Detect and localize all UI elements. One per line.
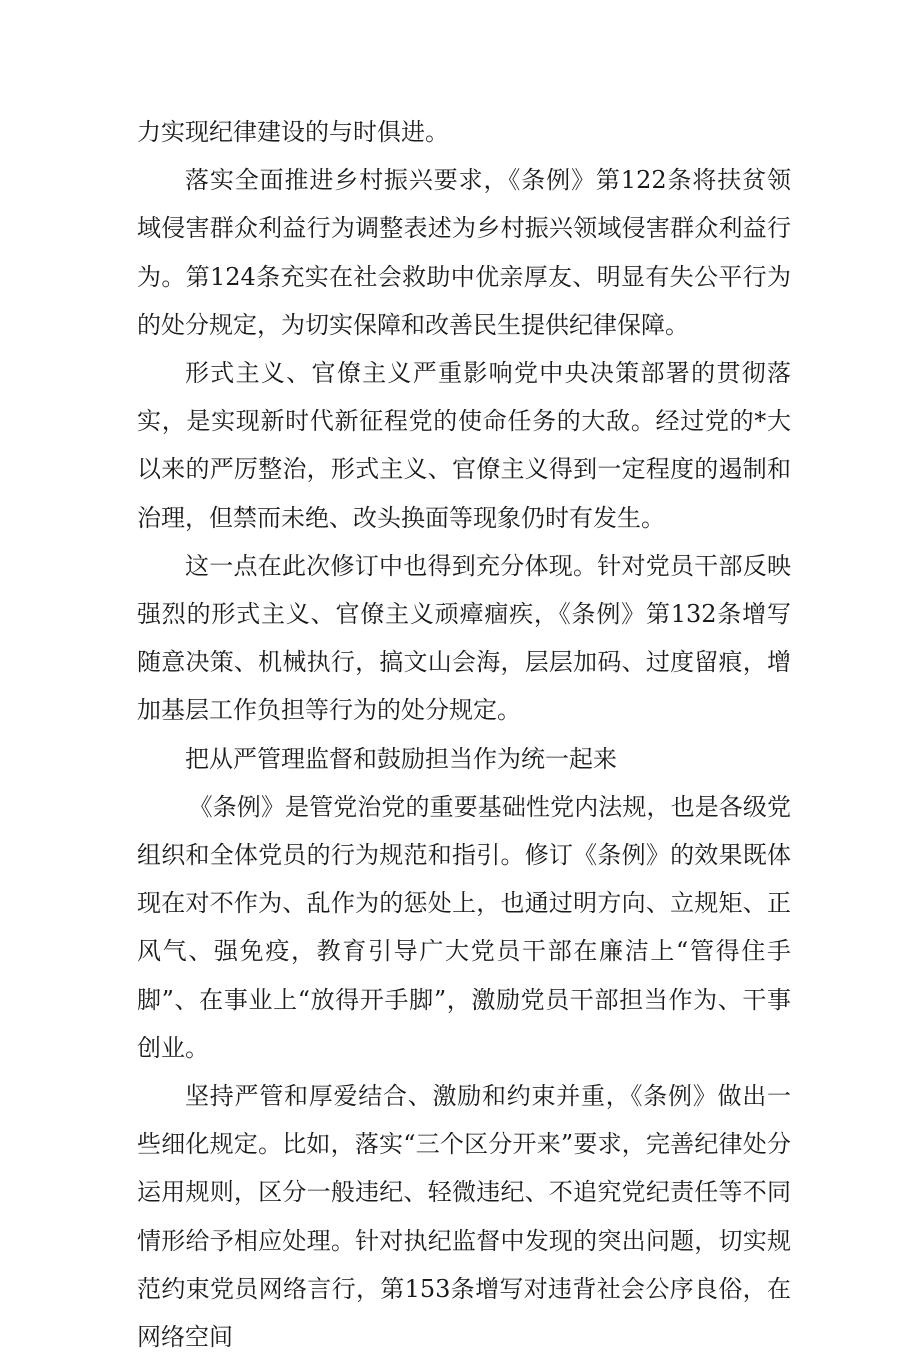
paragraph-rural-revitalization: 落实全面推进乡村振兴要求，《条例》第122条将扶贫领域侵害群众利益行为调整表述为乡村振兴领域侵害群众利益行为。第124条充实在社会救助中优亲厚友、明显有失公平行为的处分规定，为切实保障和改善民生提供纪律保障。	[137, 166, 791, 339]
paragraph-continuation: 力实现纪律建设的与时俱进。	[137, 118, 449, 146]
paragraph-regulations-role: 《条例》是管党治党的重要基础性党内法规，也是各级党组织和全体党员的行为规范和指引。修订《条例》的效果既体现在对不作为、乱作为的惩处上，也通过明方向、立规矩、正风气、强免疫，教育引导广大党员干部在廉洁上“管得住手脚”、在事业上“放得开手脚”，激励党员干部担当作为、干事创业。	[137, 792, 791, 1062]
paragraph-formalism-bureaucracy: 形式主义、官僚主义严重影响党中央决策部署的贯彻落实，是实现新时代新征程党的使命任务的大敌。经过党的*大以来的严厉整治，形式主义、官僚主义得到一定程度的遏制和治理，但禁而未绝、改头换面等现象仍时有发生。	[137, 359, 791, 532]
paragraph-revision-article-132: 这一点在此次修订中也得到充分体现。针对党员干部反映强烈的形式主义、官僚主义顽瘴痼疾，《条例》第132条增写随意决策、机械执行，搞文山会海，层层加码、过度留痕，增加基层工作负担等行为的处分规定。	[137, 551, 791, 725]
paragraph-strict-management-care: 坚持严管和厚爱结合、激励和约束并重，《条例》做出一些细化规定。比如，落实“三个区分开来”要求，完善纪律处分运用规则，区分一般违纪、轻微违纪、不追究党纪责任等不同情形给予相应处理。针对执纪监督中发现的突出问题，切实规范约束党员网络言行，第153条增写对违背社会公序良俗，在网络空间	[137, 1082, 791, 1352]
document-body	[137, 108, 791, 1361]
section-heading: 把从严管理监督和鼓励担当作为统一起来	[185, 744, 617, 773]
